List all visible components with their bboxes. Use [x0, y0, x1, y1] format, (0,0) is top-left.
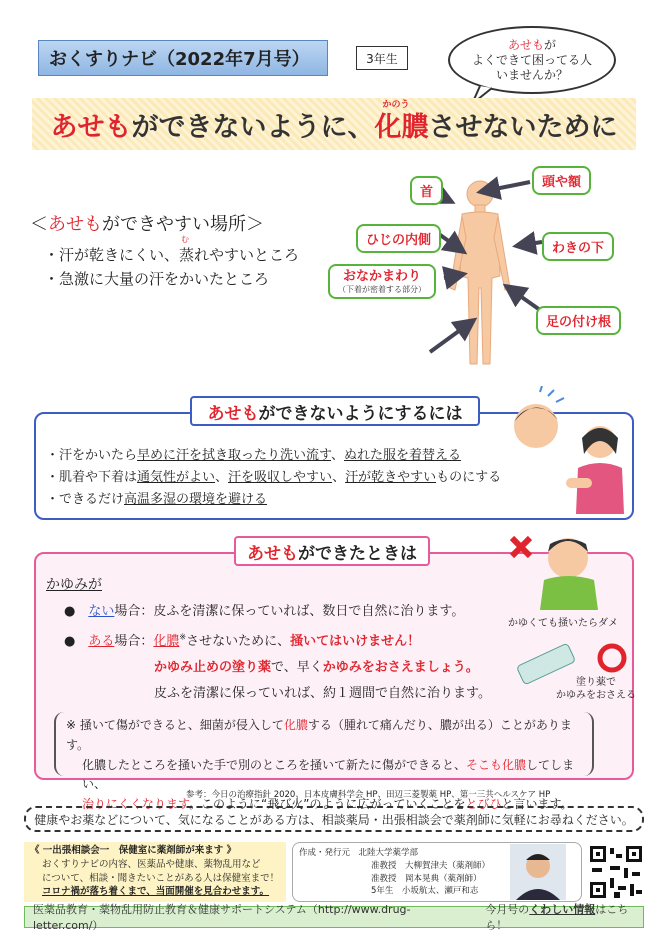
- n2b: してしまい、: [82, 757, 575, 792]
- banner-text1: ができないように、: [131, 111, 375, 143]
- wiping-girl-illustration: [566, 418, 630, 514]
- n3c: と言います。: [501, 797, 573, 812]
- p1d: ぬれた服を着替える: [344, 448, 462, 463]
- prevention-heading: [190, 396, 480, 426]
- some-rest1: 場合：: [114, 634, 154, 649]
- caption-dont-scratch: かゆくても掻いたらダメ: [508, 618, 618, 629]
- consult-l3: コロナ禍が落ち着くまで、当面開催を見合わせます。: [42, 886, 270, 898]
- consult-l2: について、相談・聞きたいことがある人は保健室まで！: [42, 872, 280, 884]
- consult-l1: おくすりナビの内容、医薬品や健康、薬物乱用など: [42, 858, 261, 870]
- ointment-red2: かゆみをおさえましょう。: [322, 660, 479, 675]
- heading-rest: ができやすい場所＞: [102, 214, 264, 235]
- n1b: する（腫れて痛んだり、膿が出る）ことがあります。: [66, 718, 572, 752]
- places-heading: [30, 210, 264, 236]
- label-head: 頭や額: [532, 166, 591, 195]
- author-p3: 5年生 小坂航太、瀬戸和志: [371, 886, 479, 897]
- note-mark: ※: [179, 632, 187, 642]
- some-red2: 掻いてはいけません！: [290, 634, 421, 649]
- bubble-line2: よくできて困ってる人: [471, 52, 592, 67]
- ok-circle-icon: [596, 642, 628, 674]
- p3b: 高温多湿の環境を避ける: [124, 492, 268, 507]
- author-label: 作成・発行元: [299, 848, 351, 858]
- label-neck: 首: [410, 176, 443, 205]
- p2g: ものにする: [436, 470, 502, 485]
- furigana: かのう: [382, 99, 410, 110]
- some-word: ある: [88, 634, 115, 649]
- heading-open: ＜: [30, 214, 48, 235]
- consult-box: [24, 842, 286, 902]
- p2e: 、: [332, 470, 346, 485]
- belly-note: （下着が密着する部分）: [338, 284, 426, 294]
- speech-bubble: [448, 26, 616, 94]
- author-p1: 准教授 大柳賀津夫（薬剤師）: [371, 860, 491, 871]
- prev-heading-rest: ができないようにするには: [258, 403, 463, 424]
- some-rest2: させないために、: [186, 634, 291, 649]
- belly-text: おなかまわり: [342, 269, 421, 284]
- n2a: 化膿したところを掻いた手で別のところを掻いて新たに傷ができると、: [82, 757, 467, 772]
- p2d: 汗を吸収しやすい: [228, 470, 333, 485]
- none-rest: 場合：皮ふを清潔に保っていれば、数日で自然に治ります。: [114, 604, 465, 619]
- ointment-line: [154, 656, 479, 675]
- none-line: ● ない場合：皮ふを清潔に保っていれば、数日で自然に治ります。: [64, 604, 465, 619]
- footer-bar: [24, 903, 644, 932]
- bubble-text: が: [544, 37, 557, 52]
- label-belly: [328, 264, 436, 299]
- caption2a: 塗り薬で: [576, 677, 616, 688]
- p3a: ・できるだけ: [46, 492, 125, 507]
- n3r2: とびひ: [465, 797, 502, 812]
- p1c: 、: [330, 448, 344, 463]
- more-c: はこちら！: [485, 903, 629, 932]
- author-org: 北陸大学薬学部: [358, 848, 419, 858]
- place-item-2: ・急激に大量の汗をかいたところ: [44, 270, 270, 288]
- n2r: そこも化膿: [466, 757, 527, 772]
- n3r: 治りにくくなります: [82, 797, 190, 812]
- bubble-line3: いませんか？: [495, 67, 568, 82]
- when-heading: [234, 536, 430, 566]
- heal-line: 皮ふを清潔に保っていれば、約１週間で自然に治ります。: [154, 686, 491, 701]
- ointment-rest: で、早く: [271, 660, 323, 675]
- note-l1: [66, 716, 582, 756]
- grade-label: 3年生: [356, 46, 408, 70]
- prevent-line-3: [46, 488, 267, 507]
- prevent-line-1: [46, 444, 461, 463]
- p2c: 、: [215, 470, 229, 485]
- n1r: 化膿: [283, 718, 308, 732]
- p1a: ・汗をかいたら: [46, 448, 138, 463]
- ointment-red: かゆみ止めの塗り薬: [154, 660, 272, 675]
- label-foot: 足の付け根: [536, 306, 621, 335]
- footer-text: 医薬品教育・薬物乱用防止教育＆健康サポートシステム（http://www.drug-letter.com/）: [33, 903, 411, 932]
- banner-red2: 化膿: [374, 111, 429, 143]
- more-a: 今月号の: [485, 903, 530, 916]
- when-heading-red: あせも: [247, 543, 298, 564]
- n1a: ※ 掻いて傷ができると、細菌が侵入して: [66, 718, 284, 732]
- caption2b: かゆみをおさえる: [556, 690, 636, 701]
- main-banner: [32, 98, 636, 150]
- newsletter-title: [38, 40, 328, 76]
- p2a: ・肌着や下着は: [46, 470, 138, 485]
- consult-notice: 健康やお薬などについて、気になることがある方は、相談薬局・出張相談会で薬剤師に気軽にお尋ねください。: [24, 806, 644, 832]
- furigana-mure: む: [181, 235, 189, 244]
- author-photo: [510, 844, 566, 900]
- heading-red: あせも: [48, 214, 102, 235]
- consult-title: 《 一出張相談会一 保健室に薬剤師が来ます 》: [30, 845, 237, 856]
- itch-label: かゆみが: [46, 577, 102, 593]
- caption-ointment: [556, 676, 636, 702]
- label-armpit: わきの下: [542, 232, 614, 261]
- none-word: ない: [88, 604, 115, 619]
- qr-code[interactable]: [588, 844, 644, 900]
- p2f: 汗が乾きやすい: [345, 470, 437, 485]
- author-p2: 准教授 岡本晃典（薬剤師）: [371, 873, 482, 884]
- bubble-red: あせも: [507, 37, 544, 52]
- some-line: ● ある場合：化膿※させないために、掻いてはいけません！: [64, 632, 421, 649]
- prevent-line-2: [46, 466, 501, 485]
- label-elbow: ひじの内側: [356, 224, 441, 253]
- banner-kanou: [374, 99, 429, 144]
- scratching-boy-illustration: [508, 530, 618, 610]
- prev-heading-red: あせも: [207, 403, 259, 424]
- details-link[interactable]: くわしい情報: [529, 903, 596, 916]
- p2b: 通気性がよい: [137, 470, 216, 485]
- sweating-boy-illustration: [500, 386, 570, 456]
- when-heading-rest: ができたときは: [298, 543, 417, 564]
- place-item-1: ・汗が乾きにくい、蒸れやすいところ: [44, 246, 300, 264]
- p1b: 早めに汗を拭き取ったり洗い流す: [137, 448, 331, 463]
- n3b: 。このように“飛び火”のように広がっていくことを: [189, 797, 466, 812]
- references: 参考：今日の治療指針 2020、日本皮膚科学会 HP、田辺三菱製薬 HP、第一三共ヘルスケア HP: [186, 790, 551, 800]
- footer-more: [485, 901, 643, 933]
- banner-red1: あせも: [50, 111, 132, 143]
- some-red1: 化膿: [153, 634, 180, 649]
- title-text: おくすりナビ（2022年7月号）: [49, 49, 310, 70]
- banner-text2: させないために: [428, 111, 618, 143]
